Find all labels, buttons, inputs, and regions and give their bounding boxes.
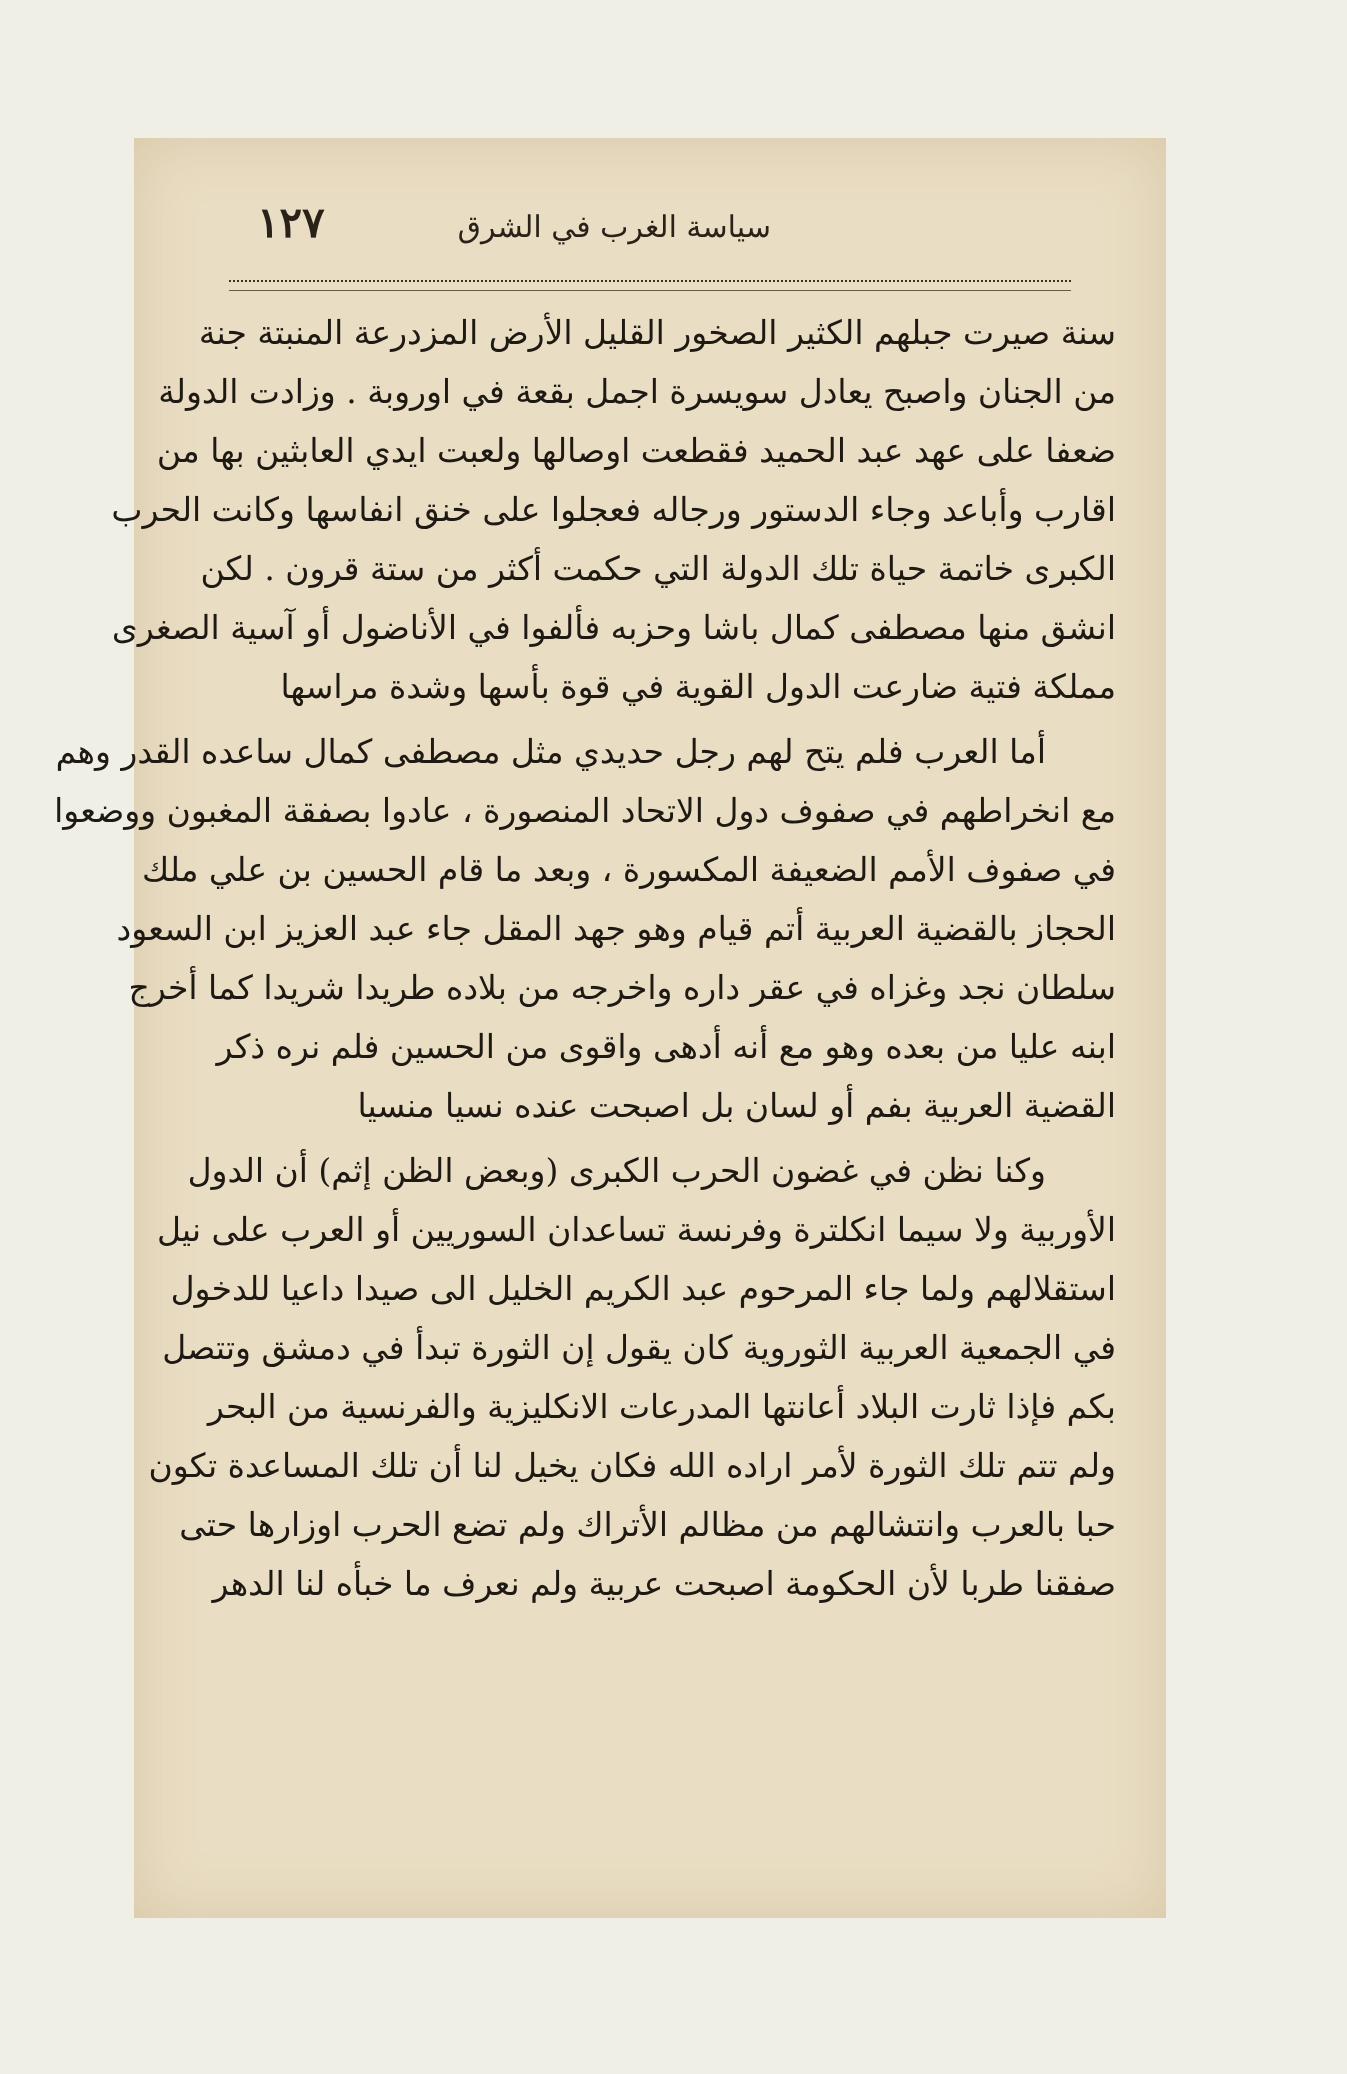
text-line: في الجمعية العربية الثوروية كان يقول إن الثورة تبدأ في دمشق وتتصل [162, 1328, 1116, 1367]
text-line: بكم فإذا ثارت البلاد أعانتها المدرعات الانكليزية والفرنسية من البحر [207, 1387, 1116, 1426]
paragraph-3 [148, 1141, 1116, 1613]
text-line: سلطان نجد وغزاه في عقر داره واخرجه من بلاده طريدا شريدا كما أخرج [128, 968, 1116, 1007]
body-text [54, 303, 1116, 1619]
text-line: الحجاز بالقضية العربية أتم قيام وهو جهد المقل جاء عبد العزيز ابن السعود [116, 909, 1116, 948]
page-number: ١٢٧ [257, 198, 325, 247]
text-line: مع انخراطهم في صفوف دول الاتحاد المنصورة ، عادوا بصفقة المغبون ووضعوا [54, 791, 1116, 830]
text-line: حبا بالعرب وانتشالهم من مظالم الأتراك ولم تضع الحرب اوزارها حتى [179, 1505, 1116, 1544]
text-line: القضية العربية بفم أو لسان بل اصبحت عنده نسيا منسيا [357, 1086, 1116, 1125]
text-line: سنة صيرت جبلهم الكثير الصخور القليل الأرض المزدرعة المنبتة جنة [198, 313, 1116, 352]
text-line: مملكة فتية ضارعت الدول القوية في قوة بأسها وشدة مراسها [280, 667, 1116, 706]
text-line: الكبرى خاتمة حياة تلك الدولة التي حكمت أكثر من ستة قرون . لكن [200, 549, 1116, 588]
text-line: أما العرب فلم يتح لهم رجل حديدي مثل مصطفى كمال ساعده القدر وهم [55, 732, 1046, 771]
text-line: استقلالهم ولما جاء المرحوم عبد الكريم الخليل الى صيدا داعيا للدخول [170, 1269, 1116, 1308]
book-page [54, 138, 1166, 1918]
page-header [229, 198, 1071, 268]
text-line: صفقنا طربا لأن الحكومة اصبحت عربية ولم نعرف ما خبأه لنا الدهر [212, 1564, 1116, 1603]
paragraph-2 [54, 722, 1116, 1135]
text-line: في صفوف الأمم الضعيفة المكسورة ، وبعد ما قام الحسين بن علي ملك [142, 850, 1116, 889]
running-title: سياسة الغرب في الشرق [457, 210, 771, 245]
text-line: ولم تتم تلك الثورة لأمر اراده الله فكان يخيل لنا أن تلك المساعدة تكون [148, 1446, 1116, 1485]
text-line: ابنه عليا من بعده وهو مع أنه أدهى واقوى من الحسين فلم نره ذكر [216, 1027, 1116, 1066]
header-rule [229, 280, 1071, 291]
text-line: الأوربية ولا سيما انكلترة وفرنسة تساعدان السوريين أو العرب على نيل [156, 1210, 1116, 1249]
text-line: ضعفا على عهد عبد الحميد فقطعت اوصالها ولعبت ايدي العابثين بها من [156, 431, 1116, 470]
text-line: انشق منها مصطفى كمال باشا وحزبه فألفوا في الأناضول أو آسية الصغرى [111, 608, 1116, 647]
paragraph-1 [111, 303, 1116, 716]
text-line: وكنا نظن في غضون الحرب الكبرى (وبعض الظن إثم) أن الدول [187, 1151, 1046, 1190]
text-line: من الجنان واصبح يعادل سويسرة اجمل بقعة في اوروبة . وزادت الدولة [158, 372, 1116, 411]
text-line: اقارب وأباعد وجاء الدستور ورجاله فعجلوا على خنق انفاسها وكانت الحرب [111, 490, 1116, 529]
